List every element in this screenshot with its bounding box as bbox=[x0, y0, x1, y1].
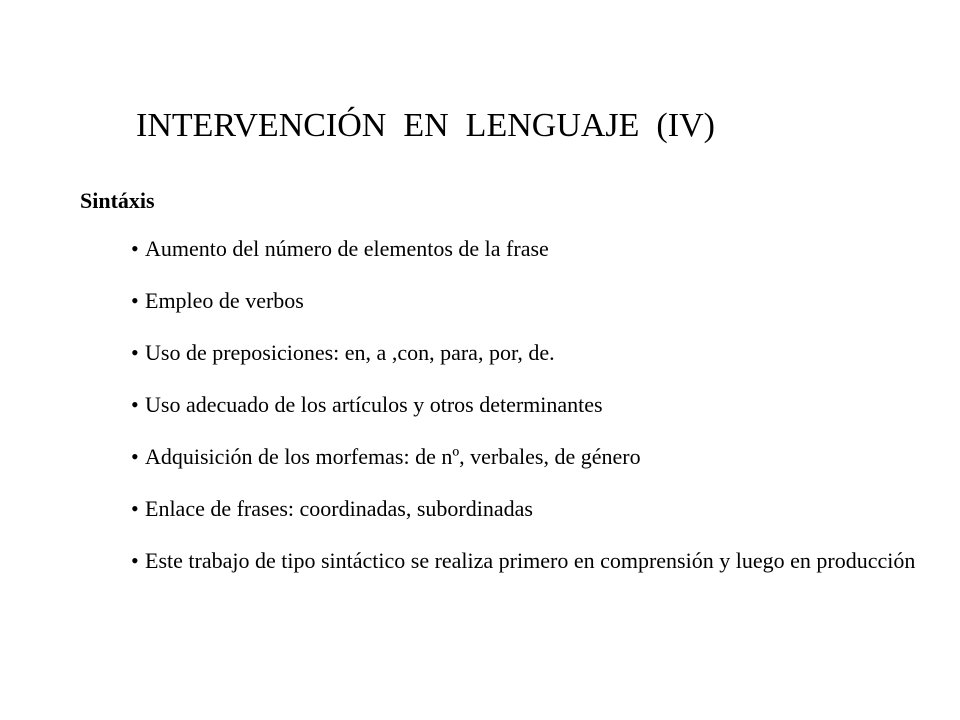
bullet-text: Aumento del número de elementos de la frase bbox=[145, 236, 549, 261]
bullet-text: Este trabajo de tipo sintáctico se realiza primero en comprensión y luego en producción bbox=[145, 548, 916, 573]
section-heading: Sintáxis bbox=[80, 188, 155, 213]
bullet-item bbox=[131, 495, 960, 523]
bullet-text: Uso de preposiciones: en, a ,con, para, por, de. bbox=[145, 340, 555, 365]
bullet-marker: • bbox=[131, 288, 139, 313]
slide-title: INTERVENCIÓN EN LENGUAJE (IV) bbox=[136, 107, 715, 144]
bullet-list bbox=[131, 235, 960, 599]
bullet-text: Empleo de verbos bbox=[145, 288, 304, 313]
bullet-item bbox=[131, 547, 960, 575]
bullet-item bbox=[131, 339, 960, 367]
bullet-marker: • bbox=[131, 496, 139, 521]
bullet-item bbox=[131, 235, 960, 263]
bullet-marker: • bbox=[131, 392, 139, 417]
bullet-marker: • bbox=[131, 548, 139, 573]
bullet-text: Enlace de frases: coordinadas, subordinadas bbox=[145, 496, 533, 521]
bullet-text: Adquisición de los morfemas: de nº, verbales, de género bbox=[145, 444, 641, 469]
bullet-marker: • bbox=[131, 444, 139, 469]
bullet-text: Uso adecuado de los artículos y otros determinantes bbox=[145, 392, 603, 417]
bullet-item bbox=[131, 443, 960, 471]
bullet-item bbox=[131, 287, 960, 315]
bullet-marker: • bbox=[131, 236, 139, 261]
bullet-item bbox=[131, 391, 960, 419]
bullet-marker: • bbox=[131, 340, 139, 365]
